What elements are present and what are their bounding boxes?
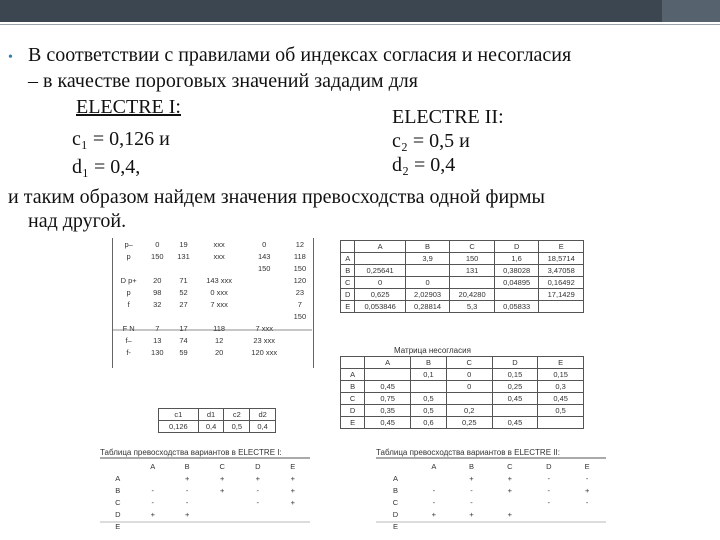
electre2-title: ELECTRE II:: [392, 106, 504, 128]
table-cell: +: [507, 509, 512, 519]
table-cell: +: [469, 509, 474, 519]
table-cell: 118: [213, 323, 226, 333]
table-cell: xxx: [213, 239, 225, 249]
table-cell: E: [115, 521, 121, 531]
table-cell: 7: [155, 323, 160, 333]
table-cell: +: [290, 473, 295, 483]
table-cell: C: [450, 241, 495, 253]
table-cell: B: [341, 381, 365, 393]
table-cell: D: [341, 289, 355, 301]
table-cell: -: [256, 497, 260, 507]
table-cell: +: [507, 473, 512, 483]
table-cell: 0,5: [224, 421, 250, 433]
text-line-4: над другой.: [28, 210, 127, 232]
table-cell: c2: [224, 409, 250, 421]
table-cell: 0,25641: [355, 265, 405, 277]
table-cell: E: [538, 357, 584, 369]
table-cell: 0,4: [250, 421, 276, 433]
table-cell: 150: [257, 263, 271, 273]
table-cell: 3,47058: [539, 265, 584, 277]
c2-threshold: c₂ = 0,5 и: [392, 130, 470, 152]
table-cell: +: [150, 509, 155, 519]
table-cell: p–: [124, 239, 133, 249]
table-cell: 0,4: [198, 421, 224, 433]
table-cell: 32: [153, 299, 162, 309]
table-cell: E: [290, 461, 296, 471]
bullet-icon: •: [8, 50, 13, 65]
table-cell: A: [150, 461, 156, 471]
disc-matrix-caption: Матрица несогласия: [394, 346, 471, 355]
table-cell: 0,45: [538, 393, 584, 405]
table-cell: 0 xxx: [210, 287, 228, 297]
table-cell: C: [341, 393, 365, 405]
table-cell: 0,126: [159, 421, 199, 433]
table-cell: 13: [153, 335, 162, 345]
table-cell: -: [585, 497, 589, 507]
table-cell: 131: [177, 251, 190, 261]
table-cell: 150: [293, 263, 307, 273]
table-cell: 23 xxx: [253, 335, 276, 345]
d2-threshold: d₂ = 0,4: [392, 154, 456, 176]
table-cell: 1,6: [494, 253, 539, 265]
table-cell: E: [584, 461, 590, 471]
table-cell: 7: [297, 299, 302, 309]
table-cell: 0: [155, 239, 160, 249]
table-cell: 23: [295, 287, 305, 297]
table-cell: 0,2: [446, 405, 492, 417]
table-cell: 0,053846: [355, 301, 405, 313]
table-cell: +: [507, 485, 512, 495]
table-cell: 143 xxx: [206, 275, 233, 285]
table-cell: -: [547, 473, 551, 483]
table-cell: A: [393, 473, 399, 483]
table-cell: 0,5: [410, 405, 446, 417]
table-cell: C: [341, 277, 355, 289]
table-cell: f–: [125, 335, 132, 345]
pref2-caption: Таблица превосходства вариантов в ELECTRE II:: [376, 448, 560, 457]
table-cell: 0,1: [410, 369, 446, 381]
table-cell: 130: [151, 347, 164, 357]
table-cell: D: [255, 461, 261, 471]
text-line-3: и таким образом найдем значения превосходства одной фирмы: [8, 186, 545, 208]
table-cell: B: [184, 461, 190, 471]
table-cell: 120 xxx: [251, 347, 278, 357]
table-cell: 0: [262, 239, 267, 249]
table-cell: 0,15: [538, 369, 584, 381]
table-cell: D: [492, 357, 538, 369]
table-cell: p: [126, 251, 131, 261]
table-cell: D: [341, 405, 365, 417]
table-cell: 0,6: [410, 417, 446, 429]
text-line-2: – в качестве пороговых значений зададим для: [28, 70, 418, 92]
c1-threshold: c₁ = 0,126 и: [72, 128, 170, 150]
table-cell: -: [151, 485, 155, 495]
table-cell: 12: [214, 335, 224, 345]
table-cell: c1: [159, 409, 199, 421]
table-cell: +: [255, 473, 260, 483]
table-cell: -: [432, 485, 436, 495]
table-cell: 143: [257, 251, 271, 261]
table-cell: 0: [355, 277, 405, 289]
table-cell: 0: [446, 369, 492, 381]
table-cell: 0,28814: [405, 301, 450, 313]
table-cell: 131: [450, 265, 495, 277]
table-cell: D: [494, 241, 539, 253]
table-cell: A: [431, 461, 437, 471]
table-cell: 0,45: [492, 393, 538, 405]
table-cell: B: [410, 357, 446, 369]
table-cell: A: [365, 357, 411, 369]
table-cell: 2,02903: [405, 289, 450, 301]
text-line-1: В соответствии с правилами об индексах согласия и несогласия: [28, 44, 572, 66]
table-cell: D: [392, 509, 399, 519]
table-cell: B: [468, 461, 474, 471]
table-cell: E: [393, 521, 399, 531]
table-cell: +: [290, 497, 295, 507]
table-cell: +: [290, 485, 295, 495]
table-cell: d1: [198, 409, 224, 421]
table-cell: A: [355, 241, 405, 253]
table-cell: 0: [405, 277, 450, 289]
table-cell: 0,25: [492, 381, 538, 393]
table-cell: 0,5: [538, 405, 584, 417]
table-cell: B: [341, 265, 355, 277]
table-cell: 27: [179, 299, 188, 309]
table-cell: 19: [179, 239, 188, 249]
table-cell: -: [256, 485, 260, 495]
table-cell: C: [115, 497, 121, 507]
table-cell: 0: [446, 381, 492, 393]
table-cell: -: [432, 497, 436, 507]
table-cell: 120: [293, 275, 307, 285]
table-cell: 71: [179, 275, 188, 285]
table-cell: +: [584, 485, 590, 495]
table-cell: f-: [126, 347, 131, 357]
table-cell: -: [470, 485, 473, 495]
pref1-caption: Таблица превосходства вариантов в ELECTRE I:: [100, 448, 282, 457]
table-cell: -: [185, 485, 189, 495]
table-cell: +: [219, 473, 225, 483]
table-cell: -: [470, 497, 473, 507]
table-cell: -: [585, 473, 589, 483]
table-cell: C: [446, 357, 492, 369]
table-cell: +: [469, 473, 474, 483]
d1-threshold: d₁ = 0,4,: [72, 156, 141, 178]
table-cell: 0,16492: [539, 277, 584, 289]
table-cell: 150: [151, 251, 164, 261]
table-cell: 20: [214, 347, 224, 357]
table-cell: 0,05833: [494, 301, 539, 313]
table-cell: B: [405, 241, 450, 253]
table-cell: 52: [179, 287, 188, 297]
table-cell: B: [115, 485, 121, 495]
table-cell: A: [341, 369, 365, 381]
electre1-title: ELECTRE I:: [76, 96, 181, 118]
table-cell: 18,5714: [539, 253, 584, 265]
table-cell: 20: [153, 275, 162, 285]
table-cell: 0,45: [492, 417, 538, 429]
table-cell: E: [539, 241, 584, 253]
table-cell: B: [393, 485, 399, 495]
table-cell: D: [546, 461, 552, 471]
table-cell: D: [115, 509, 121, 519]
table-cell: E: [341, 301, 355, 313]
table-cell: 0,45: [365, 417, 411, 429]
table-cell: A: [341, 253, 355, 265]
table-cell: +: [184, 473, 190, 483]
table-cell: C: [219, 461, 225, 471]
table-cell: E: [341, 417, 365, 429]
table-cell: 20,4280: [450, 289, 495, 301]
table-cell: 0,35: [365, 405, 411, 417]
table-cell: 74: [179, 335, 188, 345]
table-cell: -: [151, 497, 155, 507]
table-cell: 0,15: [492, 369, 538, 381]
table-cell: 150: [450, 253, 495, 265]
table-cell: 0,38028: [494, 265, 539, 277]
table-cell: -: [185, 497, 189, 507]
table-cell: C: [507, 461, 513, 471]
table-cell: xxx: [213, 251, 225, 261]
table-cell: p: [126, 287, 131, 297]
table-cell: +: [431, 509, 437, 519]
table-cell: 98: [153, 287, 162, 297]
table-cell: 17,1429: [539, 289, 584, 301]
table-cell: 0,5: [410, 393, 446, 405]
table-cell: 0,75: [365, 393, 411, 405]
table-cell: -: [547, 485, 551, 495]
table-cell: A: [115, 473, 121, 483]
table-cell: 17: [179, 323, 188, 333]
table-cell: 3,9: [405, 253, 450, 265]
table-cell: 12: [295, 239, 305, 249]
table-cell: 7 xxx: [255, 323, 273, 333]
table-cell: d2: [250, 409, 276, 421]
table-cell: 0,04895: [494, 277, 539, 289]
table-cell: 7 xxx: [210, 299, 228, 309]
table-cell: D p+: [120, 275, 137, 285]
table-cell: 0,3: [538, 381, 584, 393]
table-cell: +: [184, 509, 190, 519]
table-cell: 0,45: [365, 381, 411, 393]
table-cell: F N: [122, 323, 135, 333]
table-cell: +: [219, 485, 225, 495]
table-cell: C: [392, 497, 399, 507]
table-cell: f: [127, 299, 130, 309]
table-cell: 0,625: [355, 289, 405, 301]
table-cell: 0,25: [446, 417, 492, 429]
table-cell: 150: [293, 311, 307, 321]
table-cell: -: [547, 497, 551, 507]
table-cell: 59: [179, 347, 188, 357]
table-cell: 118: [293, 251, 306, 261]
table-cell: 5,3: [450, 301, 495, 313]
